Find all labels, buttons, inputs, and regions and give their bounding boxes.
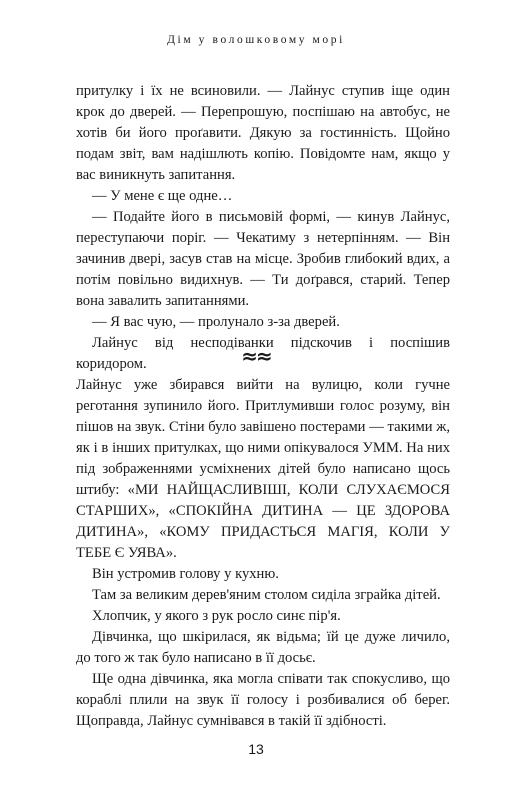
paragraph: Він устромив голову у кухню. xyxy=(92,566,279,582)
page-number: 13 xyxy=(248,741,264,757)
text-block-top xyxy=(76,81,450,375)
running-head: Дім у волошковому морі xyxy=(167,34,345,46)
section-break-ornament: ≈≈ xyxy=(241,344,271,368)
paragraph: — Подайте його в письмовій формі, — кинув Лайнус, переступаючи поріг. — Чекатиму з нетерпінням. — Він зачинив двері, засув став на місце. Зробив глибокий вдих, а потім повільно видихнув. — Ти доґрався, старий. Тепер вона завалить запитаннями. xyxy=(76,209,450,309)
paragraph: — Я вас чую, — пролунало з-за дверей. xyxy=(92,314,340,330)
paragraph: — У мене є ще одне… xyxy=(92,188,233,204)
paragraph: притулку і їх не всиновили. — Лайнус ступив іще один крок до дверей. — Перепрошую, поспішаю на автобус, не хотів би його проґавити. Дякую за гостинність. Щойно подам звіт, вам надішлють копію. Повідомте нам, якщо у вас виникнуть запитання. xyxy=(76,83,450,183)
paragraph: Лайнус від несподіванки підскочив і поспішив коридором. xyxy=(76,335,450,372)
paragraph: Хлопчик, у якого з рук росло синє пір'я. xyxy=(92,608,341,624)
paragraph: Дівчинка, що шкірилася, як відьма; їй це дуже личило, до того ж так було написано в її досьє. xyxy=(76,629,450,666)
text-block-bottom xyxy=(76,375,450,732)
paragraph: Ще одна дівчинка, яка могла співати так спокусливо, що кораблі плили на звук її голосу і розбивалися об берег. Щоправда, Лайнус сумнівався в такій її здібності. xyxy=(76,671,450,729)
paragraph: Лайнус уже збирався вийти на вулицю, коли гучне реготання зупинило його. Притлумивши голос розуму, він пішов на звук. Стіни було завішено постерами — такими ж, як і в інших притулках, що ними опікувалося УММ. На них під зображеннями усміхнених дітей було написано щось штибу: «МИ НАЙЩАСЛИВІШІ, КОЛИ СЛУХАЄМОСЯ СТАРШИХ», «СПОКІЙНА ДИТИНА — ЦЕ ЗДОРОВА ДИТИНА», «КОМУ ПРИДАСТЬСЯ МАГІЯ, КОЛИ У ТЕБЕ Є УЯВА». xyxy=(76,377,450,561)
paragraph: Там за великим дерев'яним столом сиділа зграйка дітей. xyxy=(92,587,441,603)
